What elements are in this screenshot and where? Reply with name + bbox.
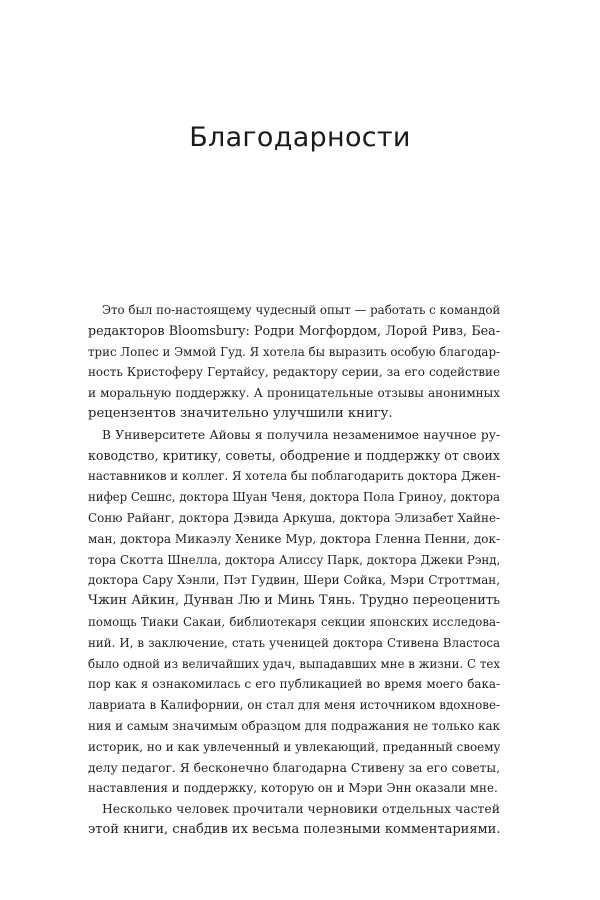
chapter-title: Благодарности [189,122,411,153]
text-line: ность Кристоферу Гертайсу, редактору серии, за его содействие [88,365,500,380]
text-line: Это был по-настоящему чудесный опыт — работать с командой [102,303,500,317]
text-line: Несколько человек прочитали черновики отдельных частей [102,801,500,817]
text-line: было одной из величайших удач, выпадавших мне в жизни. С тех [88,656,500,671]
text-line: и моральную поддержку. А проницательные отзывы анонимных [88,386,500,401]
text-line: историк, но и как увлеченный и увлекающий, преданный своему [88,739,500,754]
text-line: редакторов Bloomsbury: Родри Могфордом, Лорой Ривз, Беа- [88,322,500,338]
paragraph-3 [88,799,500,841]
text-line: этой книги, снабдив их весьма полезными комментариями. [88,821,500,837]
text-line: доктора Сару Хэнли, Пэт Гудвин, Шери Сойка, Мэри Строттман, [88,573,500,588]
text-line: наставников и коллег. Я хотела бы поблагодарить доктора Джен- [88,469,500,484]
text-line: Соню Райанг, доктора Дэвида Аркуша, доктора Элизабет Хайне- [88,510,500,525]
text-line: рецензентов значительно улучшили книгу. [88,405,393,421]
paragraph-1 [88,300,500,425]
text-line: ния и самым значимым образцом для подражания не только как [88,718,500,733]
text-line: В Университете Айовы я получила незаменимое научное ру- [102,427,500,442]
text-line: делу педагог. Я бесконечно благодарна Стивену за его советы, [88,760,500,775]
text-line: нифер Сешнс, доктора Шуан Ченя, доктора Пола Гриноу, доктора [88,490,500,505]
text-line: пор как я ознакомилась с его публикацией во время моего бака- [88,677,500,692]
text-line: наставления и поддержку, которую он и Мэри Энн оказали мне. [88,781,498,796]
paragraph-2 [88,425,500,799]
text-line: лавриата в Калифорнии, он стал для меня источником вдохнове- [88,698,500,713]
text-line: помощь Тиаки Сакаи, библиотекаря секции японских исследова- [88,614,500,629]
text-line: трис Лопес и Эммой Гуд. Я хотела бы выразить особую благодар- [88,344,500,359]
text-line: ководство, критику, советы, ободрение и поддержку от своих [88,447,500,463]
text-line: ман, доктора Микаэлу Хенике Мур, доктора Гленна Пенни, док- [88,531,500,546]
text-line: ний. И, в заключение, стать ученицей доктора Стивена Властоса [88,635,500,650]
text-line: тора Скотта Шнелла, доктора Алиссу Парк, доктора Джеки Рэнд, [88,552,500,567]
body-text [88,300,500,841]
text-line: Чжин Айкин, Дунван Лю и Минь Тянь. Трудно переоценить [88,593,500,609]
